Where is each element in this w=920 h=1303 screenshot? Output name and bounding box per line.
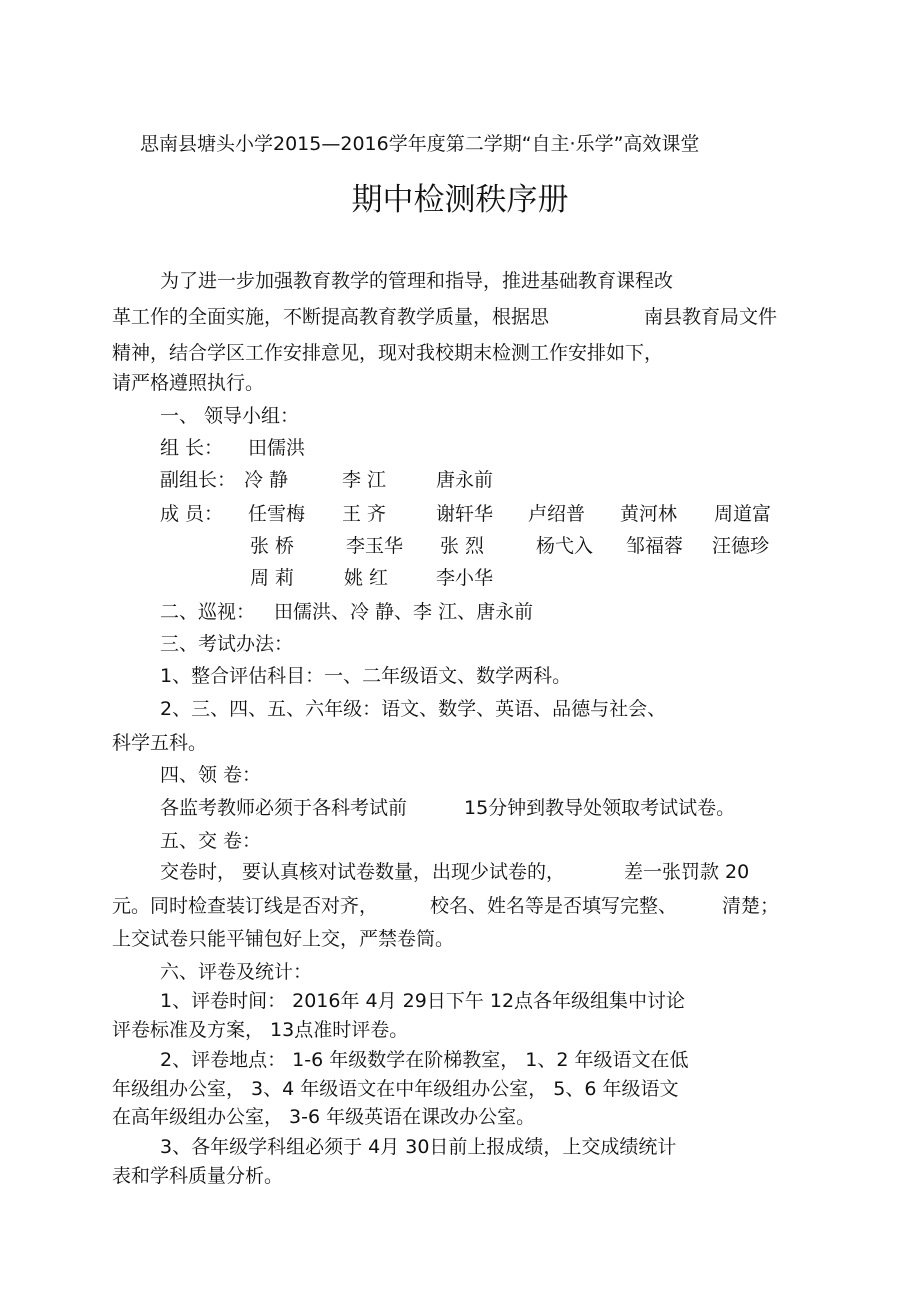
leader-label: 组 长： — [160, 437, 224, 459]
section-5-text-2a: 元。同时检查装订线是否对齐， — [112, 895, 379, 917]
leader-name: 田儒洪 — [248, 437, 306, 459]
section-6-item-2c: 在高年级组办公室， 3-6 年级英语在课改办公室。 — [112, 1106, 536, 1128]
section-4-text-b: 15分钟到教导处领取考试试卷。 — [464, 797, 736, 819]
member-name: 周道富 — [714, 503, 772, 525]
member-label: 成 员： — [160, 503, 224, 525]
intro-line-2a: 革工作的全面实施，不断提高教育教学质量，根据思 — [112, 306, 550, 328]
member-name: 任雪梅 — [248, 503, 306, 525]
section-6-item-2a: 2、评卷地点： 1-6 年级数学在阶梯教室， 1、2 年级语文在低 — [160, 1049, 689, 1071]
section-6-heading: 六、评卷及统计： — [160, 961, 313, 983]
section-3-heading: 三、考试办法： — [160, 633, 294, 655]
section-4-text-a: 各监考教师必须于各科考试前 — [160, 797, 408, 819]
intro-line-2b: 南县教育局文件 — [644, 306, 778, 328]
section-2-heading: 二、巡视： — [160, 601, 256, 623]
member-name: 卢绍普 — [528, 503, 586, 525]
section-3-item-2a: 2、三、四、五、六年级：语文、数学、英语、品德与社会、 — [160, 698, 667, 720]
member-name: 王 齐 — [342, 503, 387, 525]
section-3-item-1: 1、整合评估科目：一、二年级语文、数学两科。 — [160, 665, 572, 687]
section-6-item-2b: 年级组办公室， 3、4 年级语文在中年级组办公室， 5、6 年级语文 — [112, 1078, 679, 1100]
section-6-item-3b: 表和学科质量分析。 — [112, 1165, 284, 1187]
member-name: 杨弋入 — [536, 535, 594, 557]
section-6-item-1a: 1、评卷时间： 2016年 4月 29日下午 12点各年级组集中讨论 — [160, 990, 686, 1012]
section-3-item-2b: 科学五科。 — [112, 732, 208, 754]
member-name: 周 莉 — [250, 567, 295, 589]
patrol-names: 田儒洪、冷 静、李 江、唐永前 — [274, 601, 534, 623]
section-5-heading: 五、交 卷： — [160, 830, 262, 852]
deputy-name: 冷 静 — [244, 469, 289, 491]
member-name: 谢轩华 — [436, 503, 494, 525]
member-name: 汪德珍 — [712, 535, 770, 557]
member-name: 李玉华 — [346, 535, 404, 557]
section-5-text-1b: 差一张罚款 20 — [624, 861, 750, 883]
member-name: 姚 红 — [344, 567, 389, 589]
member-name: 李小华 — [436, 567, 494, 589]
intro-line-1: 为了进一步加强教育教学的管理和指导，推进基础教育课程改 — [160, 270, 674, 292]
member-name: 邹福蓉 — [626, 535, 684, 557]
section-1-heading: 一、 领导小组： — [160, 405, 300, 427]
section-5-text-1a: 交卷时， 要认真核对试卷数量，出现少试卷的， — [160, 861, 566, 883]
section-5-text-2b: 校名、姓名等是否填写完整、 — [430, 895, 678, 917]
deputy-name: 唐永前 — [436, 469, 494, 491]
section-5-text-2c: 清楚； — [722, 895, 780, 917]
section-4-heading: 四、领 卷： — [160, 764, 262, 786]
member-name: 张 烈 — [440, 535, 485, 557]
member-name: 黄河林 — [620, 503, 678, 525]
document-subtitle: 思南县塘头小学2015—2016学年度第二学期“自主·乐学”高效课堂 — [140, 133, 700, 155]
intro-line-4: 请严格遵照执行。 — [112, 372, 265, 394]
deputy-name: 李 江 — [342, 469, 387, 491]
deputy-label: 副组长： — [160, 469, 237, 491]
intro-line-3: 精神，结合学区工作安排意见，现对我校期末检测工作安排如下， — [112, 342, 664, 364]
section-5-text-3: 上交试卷只能平铺包好上交，严禁卷筒。 — [112, 928, 455, 950]
document-title: 期中检测秩序册 — [351, 182, 569, 218]
member-name: 张 桥 — [250, 535, 295, 557]
section-6-item-1b: 评卷标准及方案， 13点准时评卷。 — [112, 1019, 409, 1041]
section-6-item-3a: 3、各年级学科组必须于 4月 30日前上报成绩，上交成绩统计 — [160, 1136, 677, 1158]
